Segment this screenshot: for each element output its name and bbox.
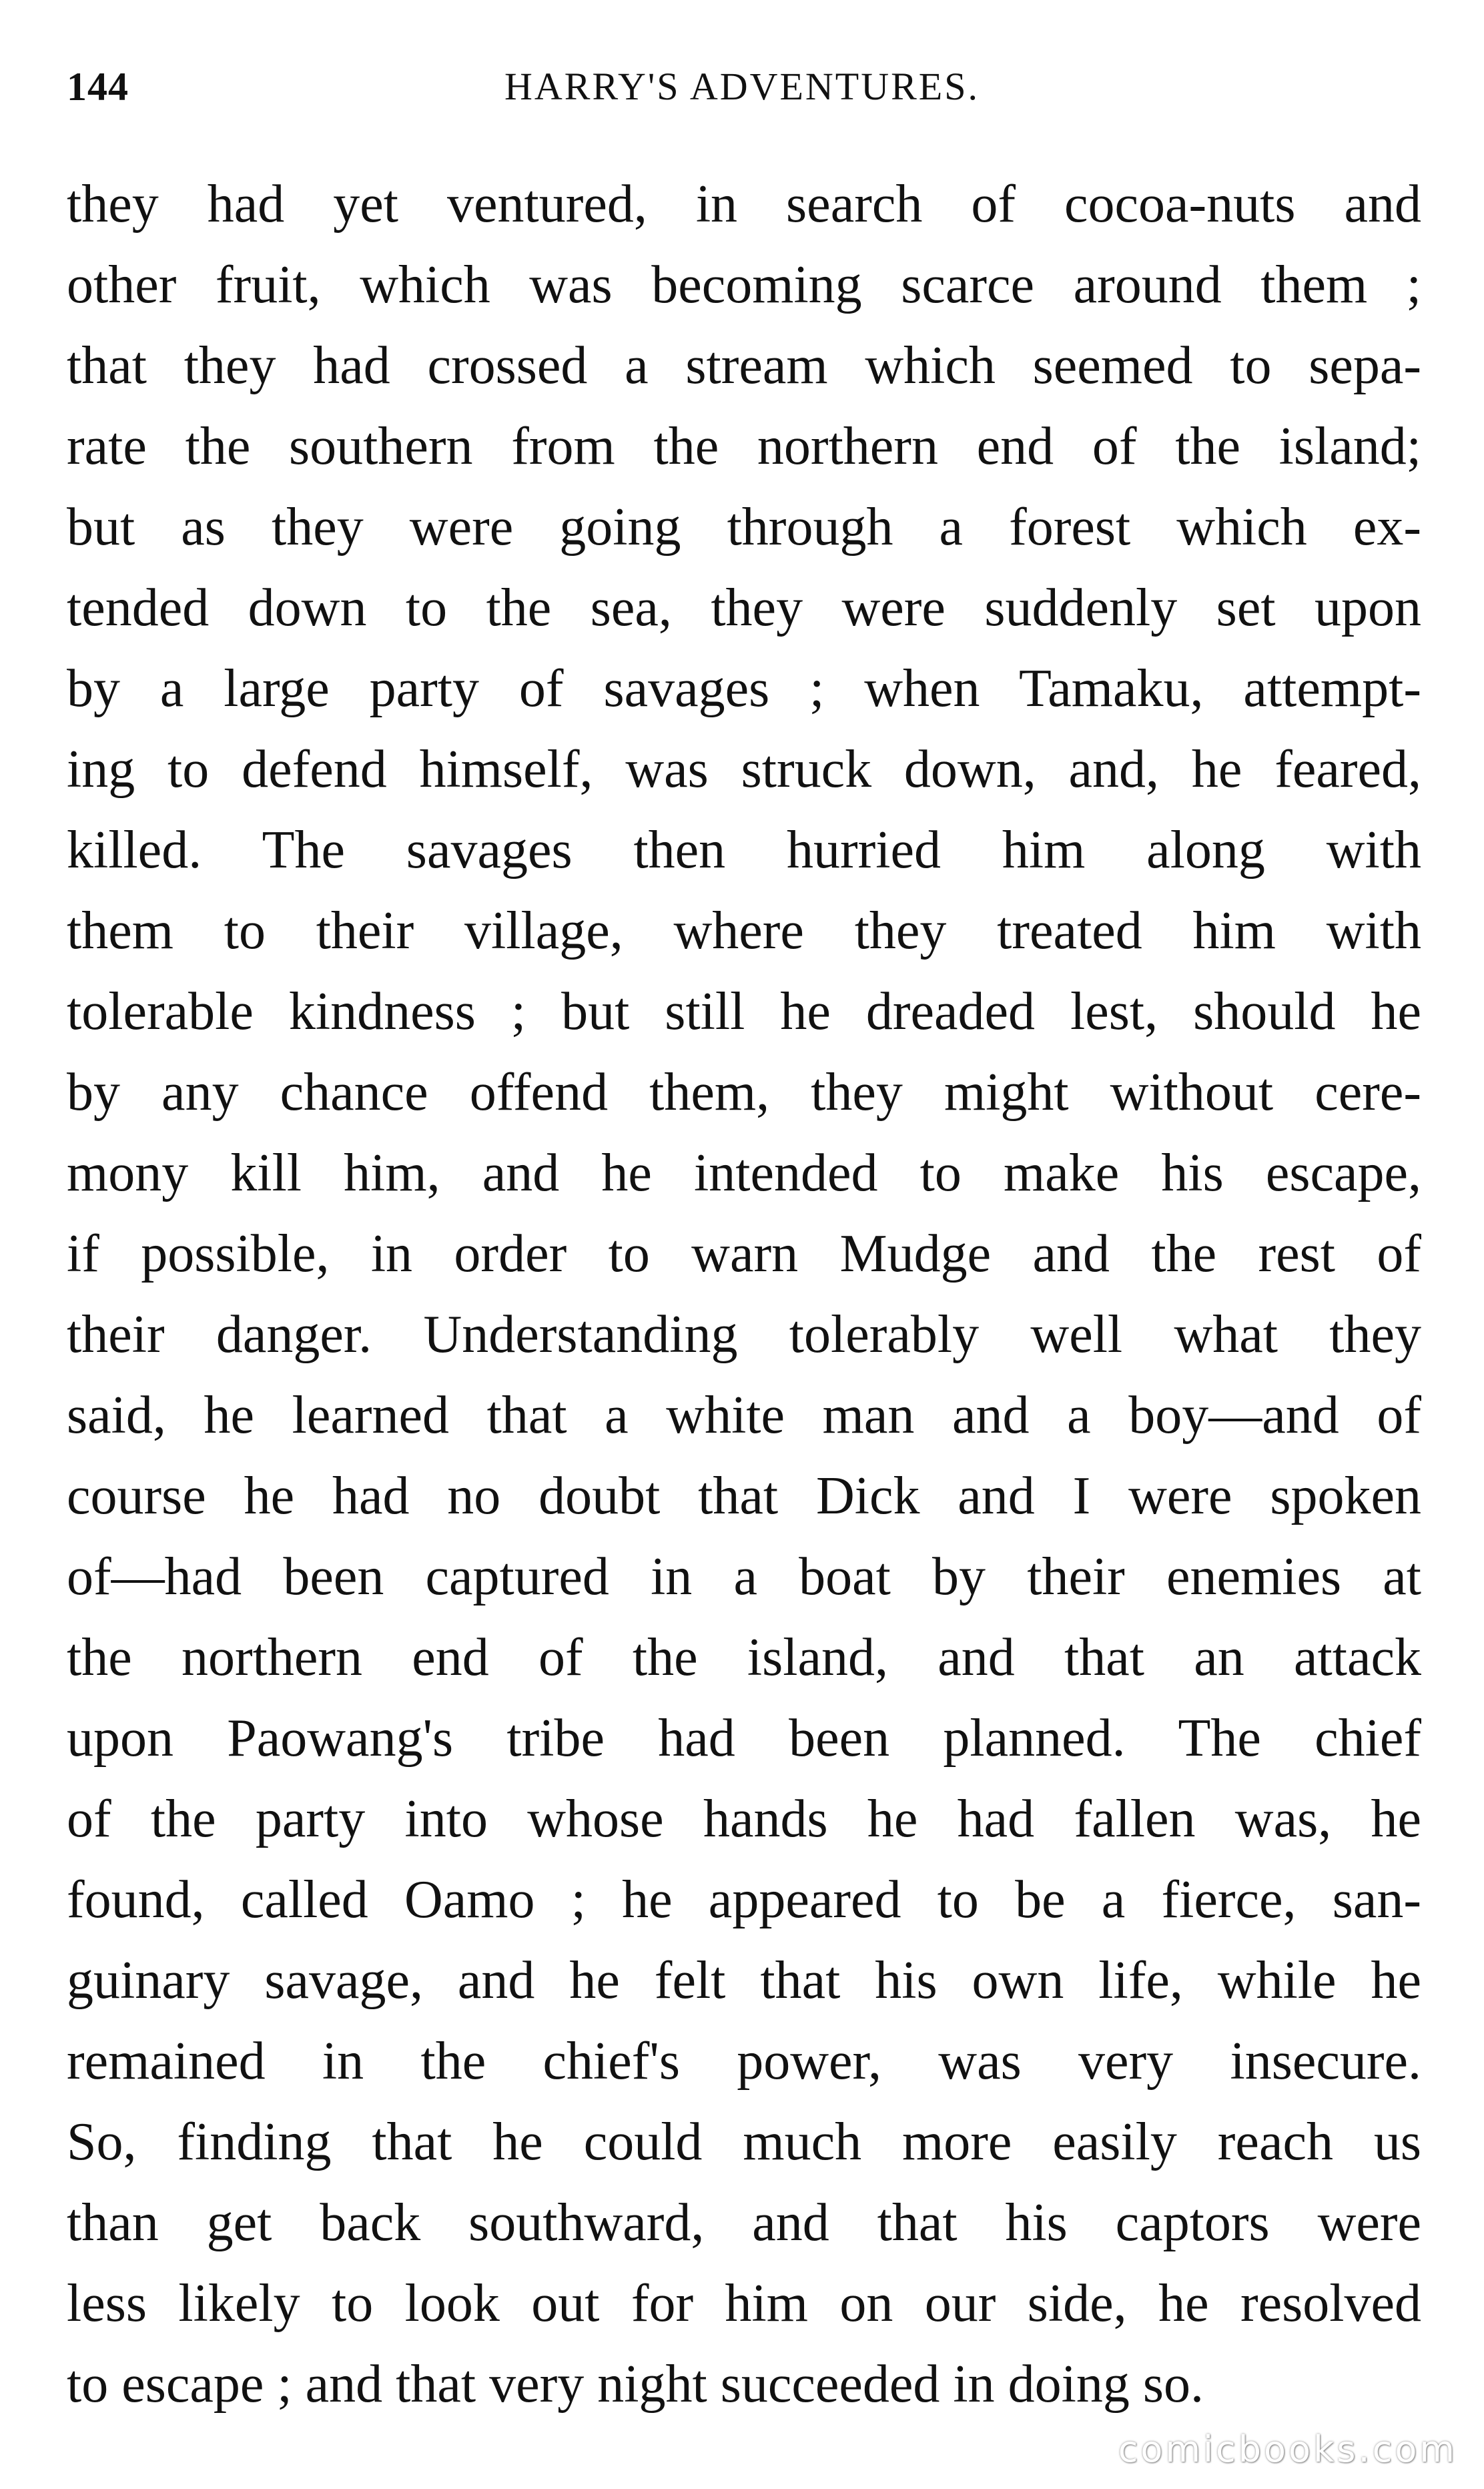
text-line: the northern end of the island, and that an attack bbox=[67, 1628, 1421, 1687]
text-line: course he had no doubt that Dick and I were spoken bbox=[67, 1467, 1421, 1525]
text-line: to escape ; and that very night succeeded in doing so. bbox=[67, 2355, 1204, 2414]
text-line: rate the southern from the northern end of the island; bbox=[67, 417, 1421, 476]
text-line: said, he learned that a white man and a boy—and of bbox=[67, 1386, 1421, 1445]
running-title: HARRY'S ADVENTURES. bbox=[504, 65, 980, 108]
body-text bbox=[67, 164, 1421, 2425]
text-line: but as they were going through a forest which ex- bbox=[67, 498, 1421, 557]
text-line: mony kill him, and he intended to make his escape, bbox=[67, 1144, 1421, 1202]
text-line: if possible, in order to warn Mudge and the rest of bbox=[67, 1224, 1421, 1283]
text-line: tolerable kindness ; but still he dreaded lest, should he bbox=[67, 982, 1421, 1041]
text-line: of the party into whose hands he had fallen was, he bbox=[67, 1790, 1421, 1848]
page-header bbox=[0, 64, 1484, 117]
text-line: found, called Oamo ; he appeared to be a fierce, san- bbox=[67, 1870, 1421, 1929]
text-line: that they had crossed a stream which seemed to sepa- bbox=[67, 336, 1421, 395]
watermark: comicbooks.com bbox=[1118, 2428, 1457, 2470]
text-line: of—had been captured in a boat by their enemies at bbox=[67, 1547, 1421, 1606]
text-line: other fruit, which was becoming scarce around them ; bbox=[67, 256, 1421, 314]
text-line: upon Paowang's tribe had been planned. The chief bbox=[67, 1709, 1421, 1768]
text-line: less likely to look out for him on our side, he resolved bbox=[67, 2274, 1421, 2333]
text-line: their danger. Understanding tolerably well what they bbox=[67, 1305, 1421, 1364]
text-line: them to their village, where they treated him with bbox=[67, 902, 1421, 960]
text-line: guinary savage, and he felt that his own life, while he bbox=[67, 1951, 1421, 2010]
text-line: tended down to the sea, they were suddenly set upon bbox=[67, 579, 1421, 637]
text-line: by a large party of savages ; when Tamaku, attempt- bbox=[67, 659, 1421, 718]
text-line: than get back southward, and that his captors were bbox=[67, 2193, 1421, 2252]
text-line: they had yet ventured, in search of cocoa-nuts and bbox=[67, 175, 1421, 234]
page-number: 144 bbox=[67, 65, 129, 109]
text-line: So, finding that he could much more easily reach us bbox=[67, 2113, 1421, 2171]
text-line: by any chance offend them, they might without cere- bbox=[67, 1063, 1421, 1122]
text-line: remained in the chief's power, was very insecure. bbox=[67, 2032, 1421, 2091]
text-line: ing to defend himself, was struck down, and, he feared, bbox=[67, 740, 1421, 799]
text-line: killed. The savages then hurried him along with bbox=[67, 821, 1421, 879]
